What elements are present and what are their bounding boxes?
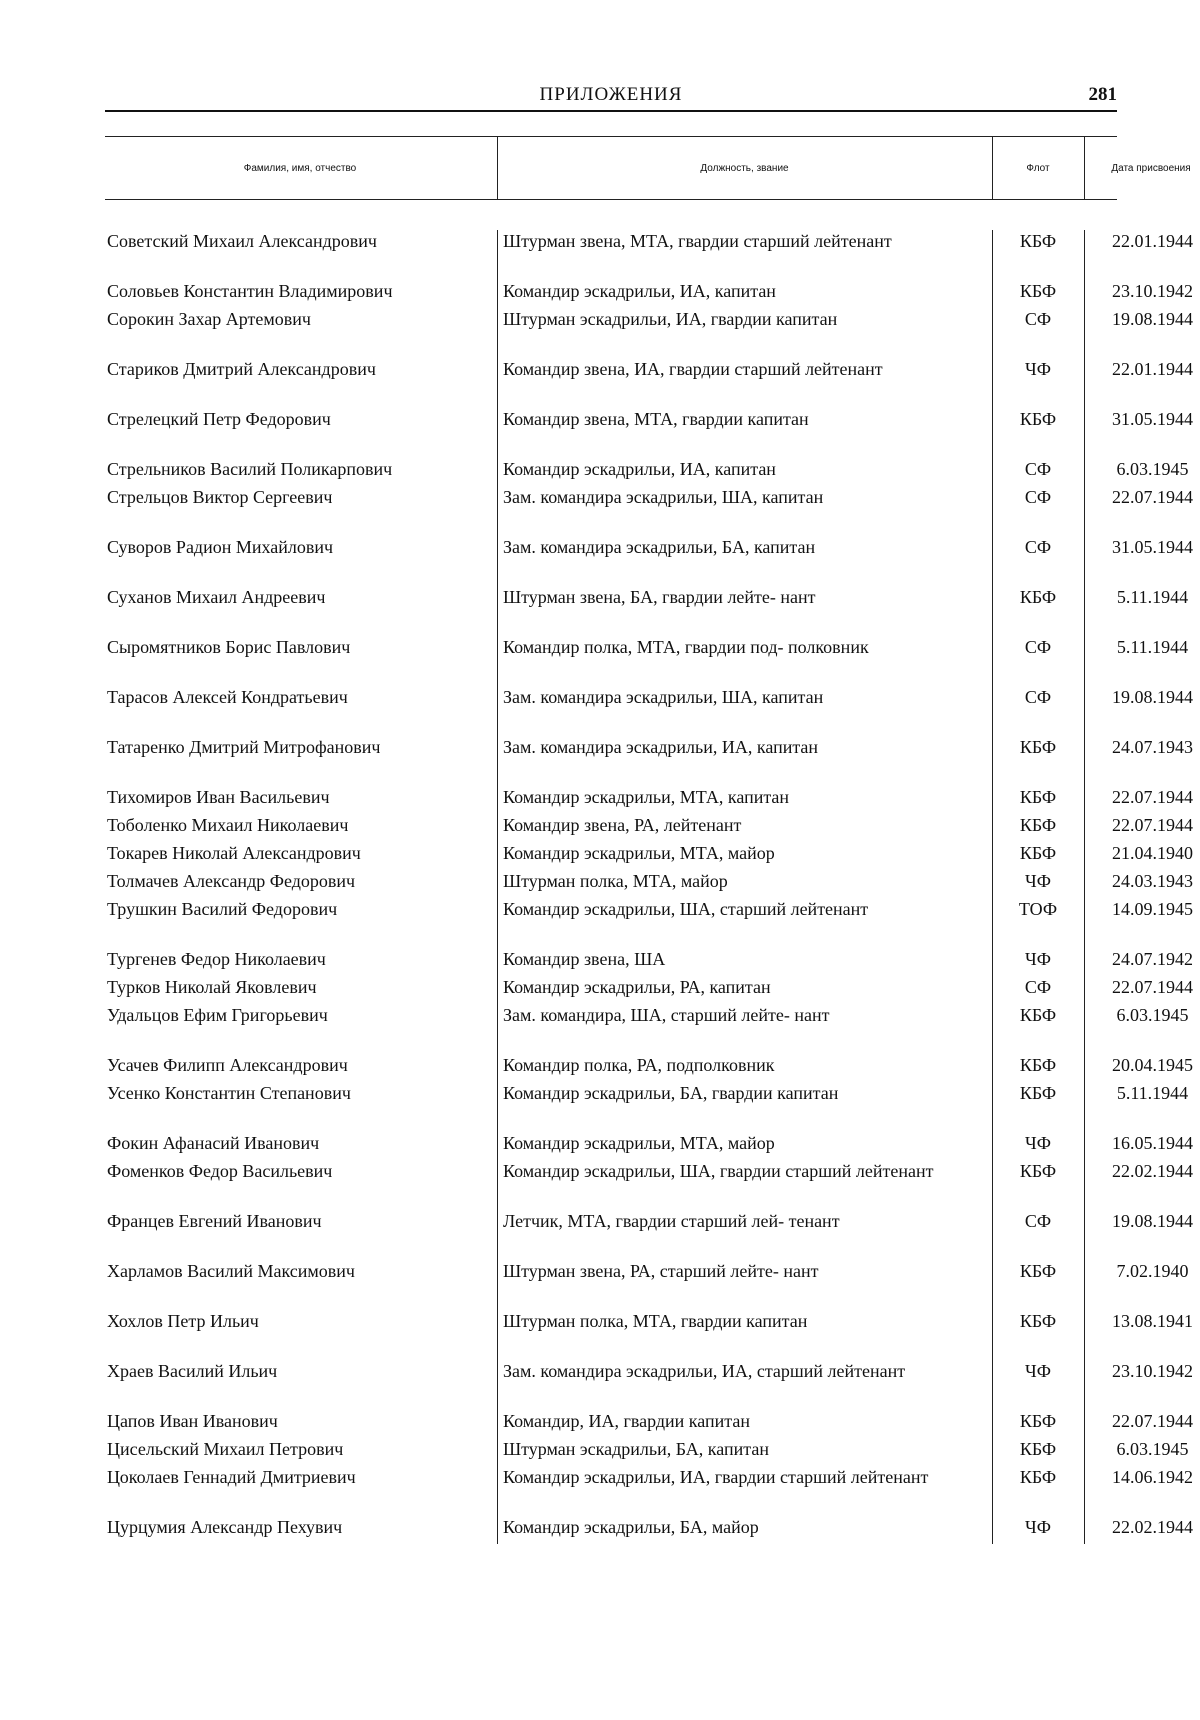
position-cell: Командир звена, ИА, гвардии старший лейтенант (503, 359, 883, 379)
table-row (105, 1160, 1193, 1210)
date-cell: 5.11.1944 (1116, 637, 1189, 657)
name-cell: Фокин Афанасий Иванович (107, 1133, 320, 1153)
position-cell: Командир звена, ША (503, 949, 666, 969)
table-row (105, 308, 1193, 358)
fleet-cell: КБФ (1019, 737, 1057, 757)
name-cell: Суворов Радион Михайлович (107, 537, 334, 557)
date-cell: 22.07.1944 (1112, 1411, 1193, 1431)
fleet-cell: ЧФ (1025, 359, 1051, 379)
fleet-cell: КБФ (1019, 1411, 1057, 1431)
name-cell: Хохлов Петр Ильич (107, 1311, 259, 1331)
table-row (105, 976, 1193, 1004)
table-row (105, 870, 1193, 898)
position-cell: Командир эскадрильи, БА, гвардии капитан (503, 1083, 839, 1103)
date-cell: 6.03.1945 (1116, 1005, 1189, 1025)
position-cell: Зам. командира эскадрильи, ША, капитан (503, 487, 824, 507)
position-cell: Командир звена, РА, лейтенант (503, 815, 742, 835)
fleet-cell: КБФ (1019, 1005, 1057, 1025)
date-cell: 23.10.1942 (1112, 1361, 1193, 1381)
position-cell: Командир эскадрильи, МТА, капитан (503, 787, 790, 807)
table-body (105, 200, 1193, 1544)
column-header-position: Должность, звание (497, 137, 991, 199)
position-cell: Командир эскадрильи, ИА, капитан (503, 281, 776, 301)
date-cell: 23.10.1942 (1112, 281, 1193, 301)
date-cell: 6.03.1945 (1116, 1439, 1189, 1459)
fleet-cell: ЧФ (1025, 949, 1051, 969)
name-cell: Соловьев Константин Владимирович (107, 281, 393, 301)
date-cell: 16.05.1944 (1112, 1133, 1193, 1153)
fleet-cell: КБФ (1019, 1261, 1057, 1281)
position-cell: Командир эскадрильи, МТА, майор (503, 843, 775, 863)
table-row (105, 458, 1189, 486)
date-cell: 5.11.1944 (1116, 1083, 1189, 1103)
fleet-cell: СФ (1024, 637, 1052, 657)
name-cell: Стрельцов Виктор Сергеевич (107, 487, 333, 507)
date-cell: 13.08.1941 (1112, 1311, 1193, 1331)
table-row (105, 842, 1193, 870)
date-cell: 5.11.1944 (1116, 587, 1189, 607)
name-cell: Цоколаев Геннадий Дмитриевич (107, 1467, 356, 1487)
table-row (105, 636, 1189, 686)
name-cell: Цурцумия Александр Пехувич (107, 1517, 343, 1537)
fleet-cell: ЧФ (1025, 1133, 1051, 1153)
column-header-fleet: Флот (992, 137, 1083, 199)
date-cell: 22.07.1944 (1112, 787, 1193, 807)
name-cell: Удальцов Ефим Григорьевич (107, 1005, 328, 1025)
table-row (105, 814, 1193, 842)
name-cell: Стрельников Василий Поликарпович (107, 459, 393, 479)
date-cell: 24.07.1943 (1112, 737, 1193, 757)
name-cell: Фоменков Федор Васильевич (107, 1161, 333, 1181)
awards-table (105, 136, 1193, 1544)
position-cell: Командир, ИА, гвардии капитан (503, 1411, 750, 1431)
fleet-cell: КБФ (1019, 815, 1057, 835)
position-cell: Штурман полка, МТА, гвардии капитан (503, 1311, 808, 1331)
position-cell: Командир эскадрильи, ША, гвардии старший лейтенант (503, 1161, 934, 1181)
date-cell: 24.07.1942 (1112, 949, 1193, 969)
name-cell: Цисельский Михаил Петрович (107, 1439, 344, 1459)
table-row (105, 948, 1193, 976)
name-cell: Усачев Филипп Александрович (107, 1055, 348, 1075)
page-header (105, 84, 1117, 110)
date-cell: 22.07.1944 (1112, 977, 1193, 997)
position-cell: Командир эскадрильи, РА, капитан (503, 977, 771, 997)
table-row (105, 1082, 1189, 1132)
date-cell: 19.08.1944 (1112, 309, 1193, 329)
position-cell: Зам. командира, ША, старший лейте- нант (503, 1005, 830, 1025)
name-cell: Усенко Константин Степанович (107, 1083, 351, 1103)
name-cell: Татаренко Дмитрий Митрофанович (107, 737, 381, 757)
fleet-cell: КБФ (1019, 1083, 1057, 1103)
position-cell: Зам. командира эскадрильи, БА, капитан (503, 537, 816, 557)
date-cell: 6.03.1945 (1116, 459, 1189, 479)
table-row (105, 736, 1193, 786)
name-cell: Стрелецкий Петр Федорович (107, 409, 331, 429)
table-row (105, 280, 1193, 308)
column-header-name: Фамилия, имя, отчество (243, 162, 357, 174)
name-cell: Советский Михаил Александрович (107, 231, 377, 251)
name-cell: Суханов Михаил Андреевич (107, 587, 326, 607)
fleet-cell: СФ (1024, 459, 1052, 479)
date-cell: 22.02.1944 (1112, 1517, 1193, 1537)
fleet-cell: КБФ (1019, 587, 1057, 607)
table-row (105, 1004, 1189, 1054)
name-cell: Толмачев Александр Федорович (107, 871, 356, 891)
date-cell: 22.01.1944 (1112, 359, 1193, 379)
table-row (105, 1516, 1193, 1544)
date-cell: 19.08.1944 (1112, 1211, 1193, 1231)
name-cell: Сыромятников Борис Павлович (107, 637, 351, 657)
header-rule (105, 110, 1117, 112)
table-row (105, 1210, 1193, 1260)
table-row (105, 686, 1193, 736)
fleet-cell: СФ (1024, 687, 1052, 707)
table-row (105, 1466, 1193, 1516)
table-row (105, 1054, 1193, 1082)
table-row (105, 586, 1189, 636)
name-cell: Турков Николай Яковлевич (107, 977, 317, 997)
name-cell: Сорокин Захар Артемович (107, 309, 311, 329)
fleet-cell: КБФ (1019, 787, 1057, 807)
name-cell: Тихомиров Иван Васильевич (107, 787, 330, 807)
date-cell: 31.05.1944 (1112, 409, 1193, 429)
position-cell: Командир эскадрильи, ИА, гвардии старший лейтенант (503, 1467, 929, 1487)
fleet-cell: КБФ (1019, 843, 1057, 863)
position-cell: Командир эскадрильи, ИА, капитан (503, 459, 776, 479)
date-cell: 14.06.1942 (1112, 1467, 1193, 1487)
fleet-cell: ЧФ (1025, 871, 1051, 891)
position-cell: Штурман полка, МТА, майор (503, 871, 728, 891)
fleet-cell: ЧФ (1025, 1361, 1051, 1381)
name-cell: Тургенев Федор Николаевич (107, 949, 326, 969)
position-cell: Штурман звена, МТА, гвардии старший лейтенант (503, 231, 892, 251)
fleet-cell: СФ (1024, 977, 1052, 997)
name-cell: Харламов Василий Максимович (107, 1261, 355, 1281)
running-title: ПРИЛОЖЕНИЯ (539, 84, 683, 105)
date-cell: 21.04.1940 (1112, 843, 1193, 863)
date-cell: 22.07.1944 (1112, 815, 1193, 835)
column-header-date: Дата присвоения (1084, 137, 1200, 199)
fleet-cell: СФ (1024, 537, 1052, 557)
date-cell: 19.08.1944 (1112, 687, 1193, 707)
name-cell: Трушкин Василий Федорович (107, 899, 338, 919)
position-cell: Командир эскадрильи, ША, старший лейтенант (503, 899, 869, 919)
name-cell: Францев Евгений Иванович (107, 1211, 322, 1231)
position-cell: Командир эскадрильи, БА, майор (503, 1517, 759, 1537)
table-row (105, 1132, 1193, 1160)
fleet-cell: КБФ (1019, 1161, 1057, 1181)
date-cell: 22.07.1944 (1112, 487, 1193, 507)
name-cell: Цапов Иван Иванович (107, 1411, 278, 1431)
fleet-cell: ЧФ (1025, 1517, 1051, 1537)
date-cell: 20.04.1945 (1112, 1055, 1193, 1075)
position-cell: Штурман звена, РА, старший лейте- нант (503, 1261, 819, 1281)
position-cell: Командир звена, МТА, гвардии капитан (503, 409, 809, 429)
table-row (105, 1438, 1189, 1466)
fleet-cell: КБФ (1019, 1439, 1057, 1459)
fleet-cell: КБФ (1019, 231, 1057, 251)
table-header (105, 136, 1191, 200)
page-number: 281 (1088, 84, 1117, 105)
date-cell: 31.05.1944 (1112, 537, 1193, 557)
date-cell: 22.01.1944 (1112, 231, 1193, 251)
table-row (105, 786, 1193, 814)
table-row (105, 486, 1193, 536)
fleet-cell: КБФ (1019, 409, 1057, 429)
name-cell: Тоболенко Михаил Николаевич (107, 815, 349, 835)
date-cell: 22.02.1944 (1112, 1161, 1193, 1181)
position-cell: Командир полка, РА, подполковник (503, 1055, 775, 1075)
fleet-cell: КБФ (1019, 1467, 1057, 1487)
position-cell: Зам. командира эскадрильи, ИА, старший лейтенант (503, 1361, 906, 1381)
fleet-cell: КБФ (1019, 1055, 1057, 1075)
position-cell: Зам. командира эскадрильи, ША, капитан (503, 687, 824, 707)
date-cell: 14.09.1945 (1112, 899, 1193, 919)
table-row (105, 358, 1193, 408)
table-row (105, 230, 1193, 280)
fleet-cell: ТОФ (1018, 899, 1058, 919)
name-cell: Тарасов Алексей Кондратьевич (107, 687, 348, 707)
fleet-cell: СФ (1024, 487, 1052, 507)
position-cell: Зам. командира эскадрильи, ИА, капитан (503, 737, 819, 757)
name-cell: Стариков Дмитрий Александрович (107, 359, 376, 379)
date-cell: 7.02.1940 (1116, 1261, 1189, 1281)
position-cell: Летчик, МТА, гвардии старший лей- тенант (503, 1211, 840, 1231)
table-row (105, 1410, 1193, 1438)
table-row (105, 408, 1193, 458)
position-cell: Штурман звена, БА, гвардии лейте- нант (503, 587, 816, 607)
position-cell: Штурман эскадрильи, ИА, гвардии капитан (503, 309, 838, 329)
position-cell: Командир полка, МТА, гвардии под- полковник (503, 637, 869, 657)
fleet-cell: СФ (1024, 309, 1052, 329)
table-row (105, 1360, 1193, 1410)
table-row (105, 1260, 1189, 1310)
table-row (105, 1310, 1193, 1360)
name-cell: Храев Василий Ильич (107, 1361, 278, 1381)
position-cell: Штурман эскадрильи, БА, капитан (503, 1439, 769, 1459)
name-cell: Токарев Николай Александрович (107, 843, 361, 863)
fleet-cell: СФ (1024, 1211, 1052, 1231)
table-row (105, 536, 1193, 586)
date-cell: 24.03.1943 (1112, 871, 1193, 891)
fleet-cell: КБФ (1019, 1311, 1057, 1331)
table-row (105, 898, 1193, 948)
position-cell: Командир эскадрильи, МТА, майор (503, 1133, 775, 1153)
fleet-cell: КБФ (1019, 281, 1057, 301)
